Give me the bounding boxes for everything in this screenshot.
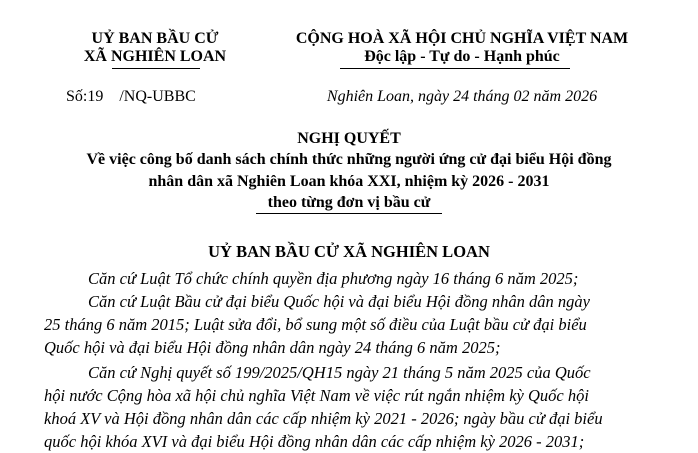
body-line: 25 tháng 6 năm 2015; Luật sửa đổi, bổ sung một số điều của Luật bầu cử đại biểu — [44, 315, 587, 334]
motto-underline — [340, 68, 570, 69]
body-line: Căn cứ Luật Tổ chức chính quyền địa phương ngày 16 tháng 6 năm 2025; — [88, 269, 579, 288]
document-number — [66, 88, 196, 106]
body-line: quốc hội khóa XVI và đại biểu Hội đồng nhân dân các cấp nhiệm kỳ 2026 - 2031; — [44, 432, 585, 451]
place-date: Nghiên Loan, ngày 24 tháng 02 năm 2026 — [326, 88, 598, 105]
document-number-suffix: /NQ-UBBC — [119, 88, 196, 105]
body-line: Căn cứ Luật Bầu cử đại biểu Quốc hội và đại biểu Hội đồng nhân dân ngày — [88, 292, 590, 311]
document-subject-line3: theo từng đơn vị bầu cử — [267, 194, 431, 211]
document-subject-line2: nhân dân xã Nghiên Loan khóa XXI, nhiệm kỳ 2026 - 2031 — [148, 173, 550, 190]
document-type: NGHỊ QUYẾT — [297, 130, 401, 147]
issuing-org-line1: UỶ BAN BẦU CỬ — [91, 30, 219, 47]
body-line: Căn cứ Nghị quyết số 199/2025/QH15 ngày 21 tháng 5 năm 2025 của Quốc — [88, 363, 591, 382]
national-title: CỘNG HOÀ XÃ HỘI CHỦ NGHĨA VIỆT NAM — [295, 30, 629, 47]
body-line: hội nước Cộng hòa xã hội chủ nghĩa Việt Nam về việc rút ngắn nhiệm kỳ Quốc hội — [44, 386, 589, 405]
org-underline — [112, 68, 200, 69]
body-line: khoá XV và Hội đồng nhân dân các cấp nhiệm kỳ 2021 - 2026; ngày bầu cử đại biểu — [44, 409, 603, 428]
national-motto: Độc lập - Tự do - Hạnh phúc — [364, 48, 560, 65]
body-line: Quốc hội và đại biểu Hội đồng nhân dân ngày 24 tháng 6 năm 2025; — [44, 338, 501, 357]
document-subject-line1: Về việc công bố danh sách chính thức những người ứng cử đại biểu Hội đồng — [86, 151, 612, 168]
issuing-org-line2: XÃ NGHIÊN LOAN — [83, 48, 227, 65]
document-number-label: Số:19 — [66, 88, 104, 105]
issuing-authority: UỶ BAN BẦU CỬ XÃ NGHIÊN LOAN — [208, 242, 490, 261]
title-underline — [256, 213, 442, 214]
